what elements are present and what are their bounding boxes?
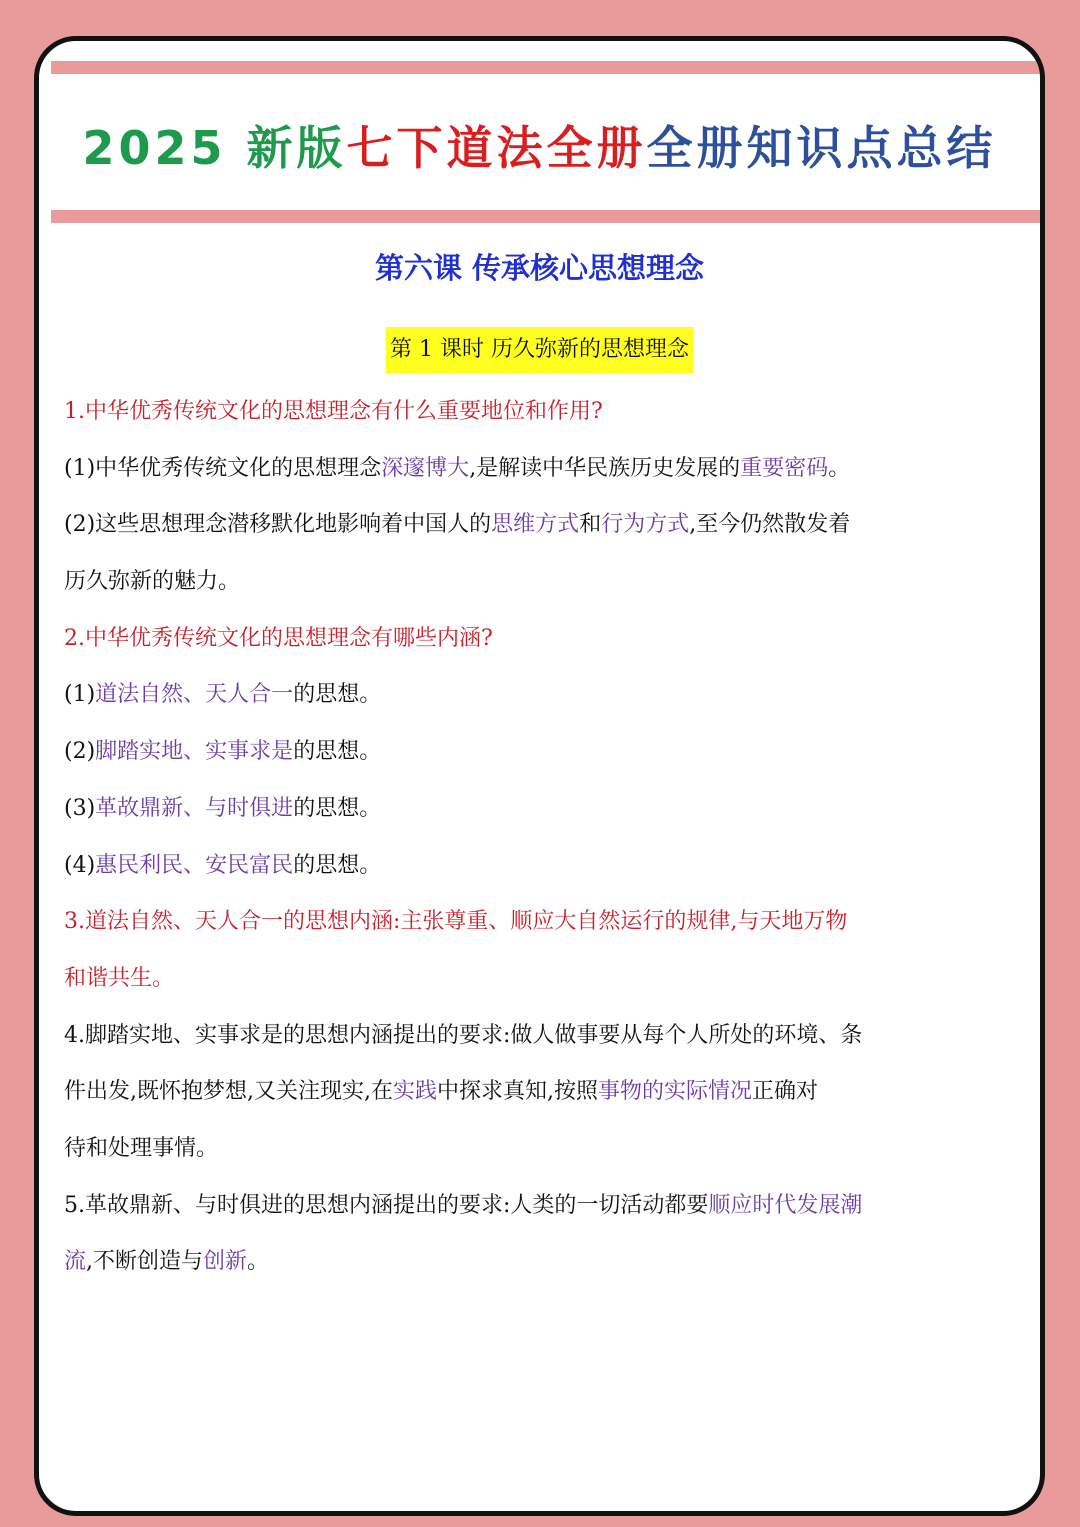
point-3-line-1: 3.道法自然、天人合一的思想内涵:主张尊重、顺应大自然运行的规律,与天地万物	[64, 909, 848, 935]
bottom-stripe	[51, 210, 1041, 223]
lesson-title: 第六课 传承核心思想理念	[374, 251, 705, 285]
text: 的思想。	[293, 739, 382, 765]
title-subject: 七下道法全册	[346, 121, 647, 175]
keyword: 深邃博大	[381, 455, 470, 481]
text: ,至今仍然散发着	[689, 512, 851, 538]
keyword: 惠民利民、安民富民	[95, 852, 294, 878]
keyword: 道法自然、天人合一	[95, 682, 294, 708]
keyword: 事物的实际情况	[598, 1079, 753, 1105]
text: 的思想。	[293, 795, 382, 821]
text: 正确对	[752, 1079, 819, 1105]
text: 5.革故鼎新、与时俱进的思想内涵提出的要求:人类的一切活动都要	[64, 1192, 709, 1218]
top-stripe	[51, 61, 1041, 74]
period-wrap	[39, 327, 1040, 373]
period-title: 第 1 课时 历久弥新的思想理念	[386, 327, 693, 373]
keyword: 脚踏实地、实事求是	[95, 739, 294, 765]
page-card	[34, 36, 1045, 1516]
point-5-line-1	[64, 1178, 1014, 1235]
point-4-line-2	[64, 1064, 1014, 1121]
item-number: (4)	[64, 852, 96, 878]
keyword: 流	[64, 1249, 87, 1275]
main-title	[39, 103, 1040, 193]
title-summary: 全册知识点总结	[646, 121, 997, 175]
text: 的思想。	[293, 852, 382, 878]
item-number: (2)	[64, 739, 96, 765]
content	[64, 384, 1014, 1291]
text: 。	[247, 1249, 270, 1275]
keyword: 重要密码	[740, 455, 829, 481]
point-5-line-2	[64, 1234, 1014, 1291]
answer-1-2	[64, 497, 1014, 554]
text: 。	[828, 455, 851, 481]
point-3-line-2: 和谐共生。	[64, 965, 175, 991]
keyword: 思维方式	[491, 512, 580, 538]
answer-2-2	[64, 724, 1014, 781]
text: 和	[579, 512, 602, 538]
question-2: 2.中华优秀传统文化的思想理念有哪些内涵?	[64, 625, 493, 651]
text: 的思想。	[293, 682, 382, 708]
text: ,是解读中华民族历史发展的	[469, 455, 741, 481]
answer-1-1	[64, 441, 1014, 498]
answer-1-2-continued: 历久弥新的魅力。	[64, 569, 241, 595]
point-4-line-3: 待和处理事情。	[64, 1135, 219, 1161]
text: 件出发,既怀抱梦想,又关注现实,在	[64, 1079, 393, 1105]
text: (2)这些思想理念潜移默化地影响着中国人的	[64, 512, 492, 538]
text: 中探求真知,按照	[437, 1079, 598, 1105]
answer-2-4	[64, 838, 1014, 895]
item-number: (1)	[64, 682, 96, 708]
text: ,不断创造与	[86, 1249, 204, 1275]
answer-2-1	[64, 667, 1014, 724]
text: (1)中华优秀传统文化的思想理念	[64, 455, 382, 481]
answer-2-3	[64, 781, 1014, 838]
point-4-line-1: 4.脚踏实地、实事求是的思想内涵提出的要求:做人做事要从每个人所处的环境、条	[64, 1022, 863, 1048]
keyword: 行为方式	[601, 512, 690, 538]
keyword: 创新	[203, 1249, 248, 1275]
item-number: (3)	[64, 795, 96, 821]
keyword: 顺应时代发展潮	[708, 1192, 863, 1218]
keyword: 革故鼎新、与时俱进	[95, 795, 294, 821]
keyword: 实践	[392, 1079, 437, 1105]
title-year: 2025 新版	[82, 121, 347, 175]
question-1: 1.中华优秀传统文化的思想理念有什么重要地位和作用?	[64, 399, 603, 424]
